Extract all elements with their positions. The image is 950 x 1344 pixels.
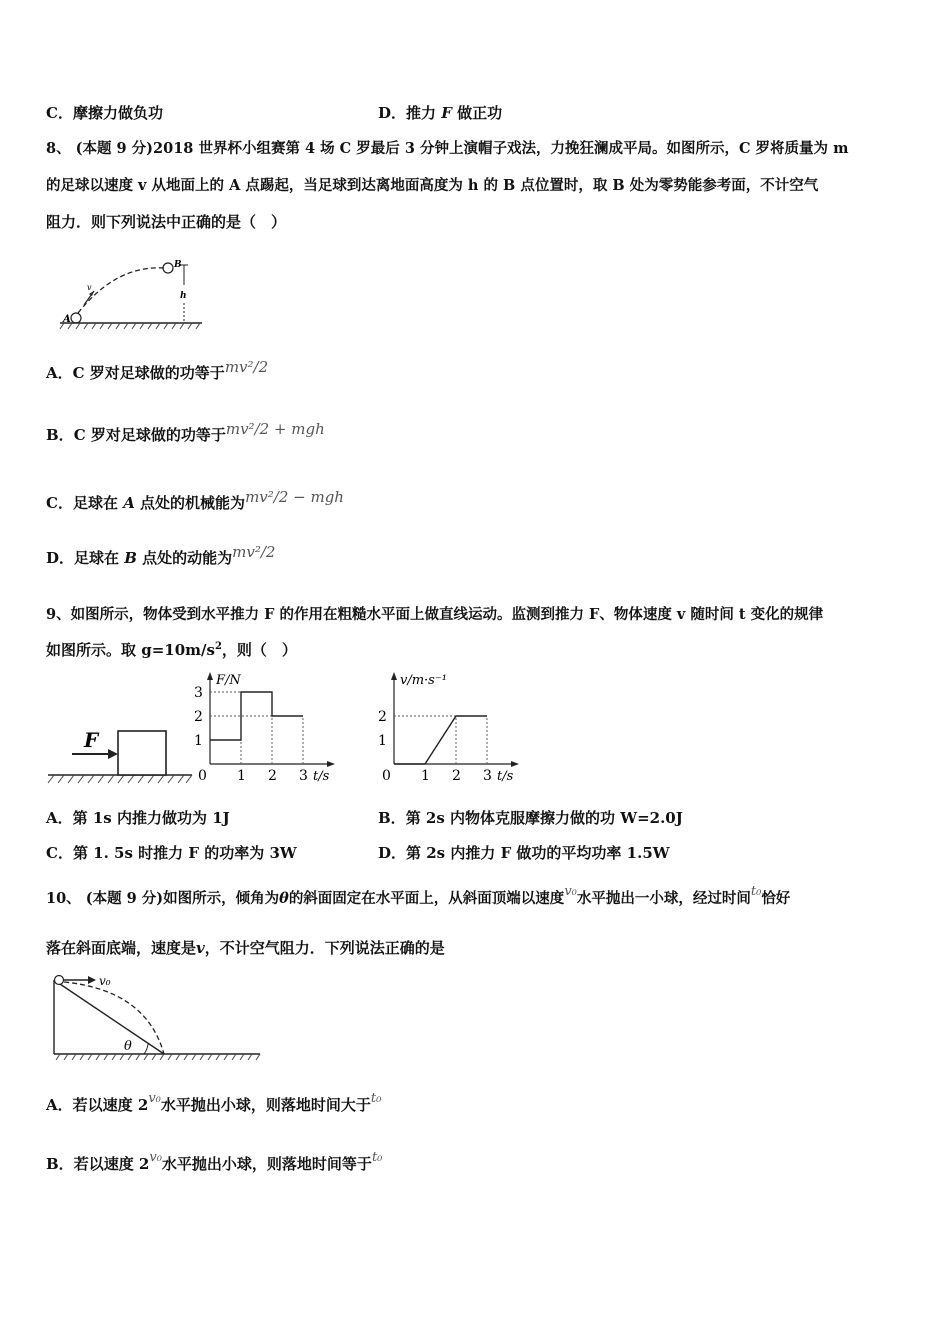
q8-option-a[interactable]: A．C 罗对足球做的功等于mv²/2 bbox=[46, 358, 269, 382]
x-tick-label: 2 bbox=[268, 768, 277, 784]
q7-option-c[interactable]: C．摩擦力做负功 bbox=[46, 104, 163, 122]
block bbox=[118, 731, 166, 775]
x-tick-label: 1 bbox=[421, 768, 430, 784]
x-tick-label: 2 bbox=[452, 768, 461, 784]
label-b: B bbox=[174, 260, 182, 270]
x-tick-label: 3 bbox=[483, 768, 492, 784]
theta-label: θ bbox=[124, 1039, 132, 1054]
y-axis-label: v/m·s⁻¹ bbox=[400, 673, 447, 688]
y-tick-label: 1 bbox=[378, 733, 387, 749]
f-t-chart bbox=[190, 668, 340, 786]
y-axis-arrow bbox=[391, 672, 397, 680]
y-axis-label: F/N bbox=[216, 673, 241, 688]
x-tick-label: 0 bbox=[198, 768, 207, 784]
formula-d: mv²/2 bbox=[232, 543, 276, 561]
q8-stem-line3: 阻力．则下列说法中正确的是（ ） bbox=[46, 213, 287, 231]
v-t-chart bbox=[374, 668, 524, 786]
ground-hatch bbox=[56, 1054, 260, 1060]
q9-option-a[interactable]: A．第 1s 内推力做功为 1J bbox=[46, 809, 230, 827]
q9-option-b[interactable]: B．第 2s 内物体克服摩擦力做的功 W=2.0J bbox=[378, 809, 683, 827]
q9-option-c[interactable]: C．第 1. 5s 时推力 F 的功率为 3W bbox=[46, 844, 297, 862]
ball-at-a bbox=[71, 313, 81, 323]
label-a: A bbox=[63, 314, 71, 325]
ground-hatch bbox=[48, 775, 192, 783]
series-line bbox=[394, 716, 487, 764]
q9-block-figure bbox=[46, 725, 196, 787]
q10-stem-line2: 落在斜面底端，速度是v，不计空气阻力．下列说法正确的是 bbox=[46, 939, 445, 957]
q10-figure bbox=[46, 968, 266, 1068]
q8-option-c[interactable]: C．足球在 A 点处的机械能为mv²/2 − mgh bbox=[46, 488, 344, 512]
y-axis-arrow bbox=[207, 672, 213, 680]
q10-stem-line1: 10、 (本题 9 分)如图所示，倾角为θ的斜面固定在水平面上，从斜面顶端以速度v₀水平抛出一小球，经过时间t₀恰好 bbox=[46, 884, 791, 907]
f-t-plot bbox=[194, 672, 335, 784]
formula-a: mv²/2 bbox=[224, 358, 269, 376]
v-t-plot bbox=[378, 672, 519, 784]
x-tick-label: 3 bbox=[299, 768, 308, 784]
y-tick-label: 1 bbox=[194, 733, 203, 749]
x-axis-label: t/s bbox=[497, 769, 514, 784]
formula-b: mv²/2 + mgh bbox=[225, 420, 325, 438]
x-axis-arrow bbox=[511, 761, 519, 767]
label-v: v bbox=[87, 283, 92, 292]
incline-slope bbox=[54, 980, 164, 1054]
x-axis-arrow bbox=[327, 761, 335, 767]
q8-option-b[interactable]: B．C 罗对足球做的功等于mv²/2 + mgh bbox=[46, 420, 325, 444]
q8-stem-line2: 的足球以速度 v 从地面上的 A 点踢起，当足球到达离地面高度为 h 的 B 点位置时，取 B 处为零势能参考面，不计空气 bbox=[46, 177, 819, 194]
q9-stem-line2: 如图所示。取 $g=10m/s^2$，则（ ） bbox=[46, 641, 297, 659]
q10-option-b[interactable]: B．若以速度 2v₀水平抛出小球，则落地时间等于t₀ bbox=[46, 1150, 383, 1173]
force-label: F bbox=[84, 728, 99, 752]
angle-arc bbox=[144, 1044, 148, 1054]
q9-stem-line1: 9、如图所示，物体受到水平推力 F 的作用在粗糙水平面上做直线运动。监测到推力 F、物体速度 v 随时间 t 变化的规律 bbox=[46, 606, 824, 623]
y-tick-label: 2 bbox=[194, 709, 203, 725]
q8-option-d[interactable]: D．足球在 B 点处的动能为mv²/2 bbox=[46, 543, 276, 567]
q10-option-a[interactable]: A．若以速度 2v₀水平抛出小球，则落地时间大于t₀ bbox=[46, 1091, 382, 1114]
ball-at-b bbox=[163, 263, 173, 273]
q8-figure bbox=[56, 255, 206, 335]
v0-label: v₀ bbox=[99, 974, 111, 988]
ground-hatch bbox=[60, 323, 200, 329]
x-tick-label: 1 bbox=[237, 768, 246, 784]
y-tick-label: 3 bbox=[194, 685, 203, 701]
q8-stem-line1: 8、 (本题 9 分)2018 世界杯小组赛第 4 场 C 罗最后 3 分钟上演帽子戏法，力挽狂澜成平局。如图所示，C 罗将质量为 m bbox=[46, 140, 849, 157]
q9-option-d[interactable]: D．第 2s 内推力 F 做功的平均功率 1.5W bbox=[378, 844, 670, 862]
x-axis-label: t/s bbox=[313, 769, 330, 784]
x-tick-label: 0 bbox=[382, 768, 391, 784]
ball bbox=[55, 976, 64, 985]
q7-option-d[interactable]: D．推力 F 做正功 bbox=[378, 104, 503, 122]
label-h: h bbox=[180, 291, 187, 301]
formula-c: mv²/2 − mgh bbox=[245, 488, 344, 506]
y-tick-label: 2 bbox=[378, 709, 387, 725]
